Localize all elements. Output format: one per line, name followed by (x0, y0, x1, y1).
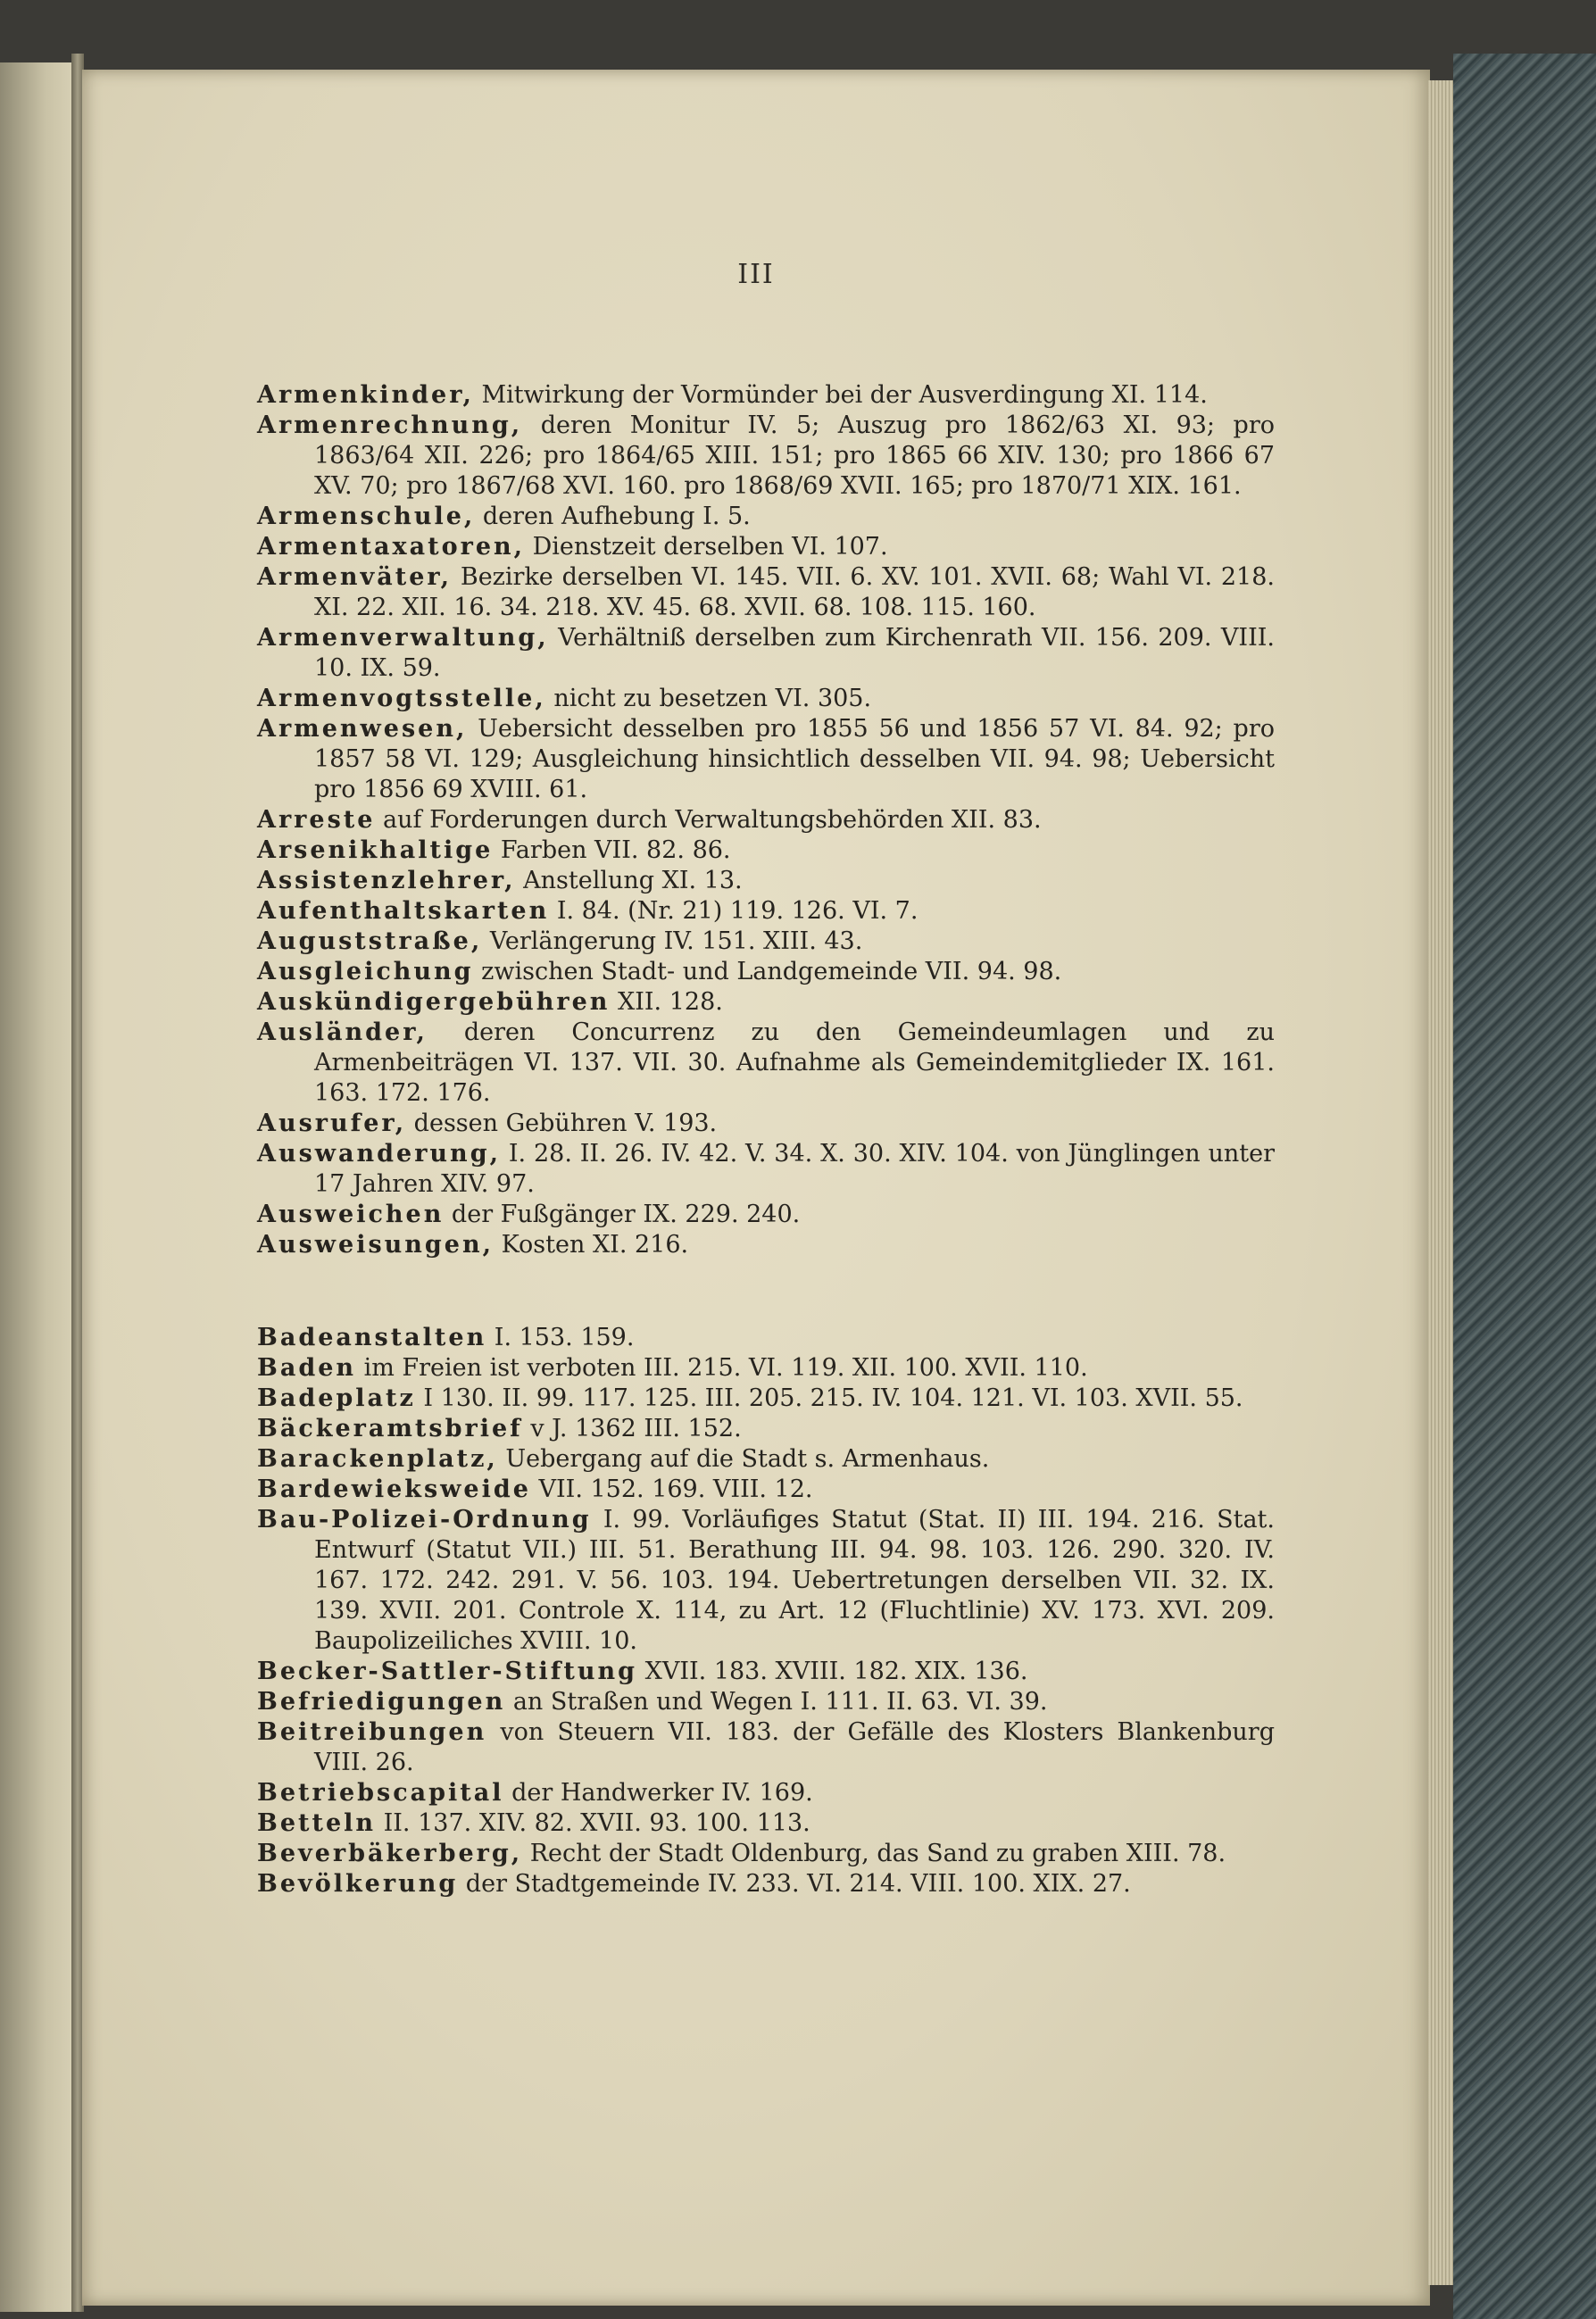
index-references: VII. 152. 169. VIII. 12. (530, 1475, 813, 1503)
index-term: Armenrechnung, (257, 411, 523, 439)
index-entry (257, 1109, 1275, 1139)
book-cover (1453, 54, 1596, 2319)
index-entry (257, 1808, 1275, 1839)
index-entry (257, 532, 1275, 562)
index-term: Ausländer, (257, 1018, 428, 1046)
index-term: Auskündigergebühren (257, 988, 611, 1016)
index-entry (257, 866, 1275, 896)
index-references: XII. 128. (610, 988, 723, 1016)
index-references: zwischen Stadt- und Landgemeinde VII. 94. 98. (473, 958, 1062, 985)
index-term: Barackenplatz, (257, 1445, 498, 1473)
index-entry (257, 623, 1275, 684)
index-term: Betriebscapital (257, 1779, 504, 1807)
index-term: Beitreibungen (257, 1718, 487, 1746)
index-entry (257, 1384, 1275, 1414)
index-references: Farben VII. 82. 86. (493, 836, 731, 864)
index-term: Bäckeramtsbrief (257, 1415, 523, 1442)
index-entry (257, 896, 1275, 927)
index-entry (257, 714, 1275, 805)
index-references: an Straßen und Wegen I. 111. II. 63. VI. 39. (505, 1688, 1048, 1716)
index-references: Verhältniß derselben zum Kirchenrath VII. 156. 209. VIII. 10. IX. 59. (314, 624, 1275, 682)
index-entry (257, 987, 1275, 1018)
index-entry (257, 1018, 1275, 1109)
index-entry (257, 1414, 1275, 1444)
index-section-a (257, 380, 1275, 1260)
index-references: I. 28. II. 26. IV. 42. V. 34. X. 30. XIV. 104. von Jünglingen unter 17 Jahren XIV. 97. (314, 1140, 1275, 1198)
index-entry (257, 1139, 1275, 1200)
index-entry (257, 1717, 1275, 1778)
index-entry (257, 805, 1275, 835)
index-entry (257, 411, 1275, 502)
index-entry (257, 1475, 1275, 1505)
index-entry (257, 1230, 1275, 1260)
index-references: von Steuern VII. 183. der Gefälle des Klosters Blankenburg VIII. 26. (314, 1718, 1275, 1776)
index-term: Ausgleichung (257, 958, 474, 985)
index-term: Bardewieksweide (257, 1475, 531, 1503)
index-entry (257, 1505, 1275, 1657)
book-page (82, 70, 1430, 2306)
index-term: Armenkinder, (257, 381, 474, 409)
index-term: Befriedigungen (257, 1688, 506, 1716)
page-block-edge (1428, 80, 1453, 2285)
index-references: der Fußgänger IX. 229. 240. (444, 1201, 801, 1228)
index-references: Anstellung XI. 13. (515, 867, 743, 894)
index-references: Uebersicht desselben pro 1855 56 und 1856 57 VI. 84. 92; pro 1857 58 VI. 129; Ausgleichung hinsichtlich desselben VII. 94. 98; Uebersicht pro 1856 69 XVIII. 61. (314, 715, 1275, 803)
index-references: deren Monitur IV. 5; Auszug pro 1862/63 XI. 93; pro 1863/64 XII. 226; pro 1864/65 XIII. 151; pro 1865 66 XIV. 130; pro 1866 67 XV. 70; pro 1867/68 XVI. 160. pro 1868/69 XVII. 165; pro 1870/71 XIX. 161. (314, 411, 1275, 500)
index-section-b (257, 1323, 1275, 1899)
index-term: Armenvogtsstelle, (257, 685, 546, 712)
index-term: Auswanderung, (257, 1140, 501, 1168)
index-entry (257, 1200, 1275, 1230)
index-entry (257, 1657, 1275, 1687)
index-entry (257, 927, 1275, 957)
index-term: Badeplatz (257, 1384, 416, 1412)
index-references: I. 153. 159. (486, 1324, 635, 1351)
index-references: Verlängerung IV. 151. XIII. 43. (482, 927, 863, 955)
index-references: Recht der Stadt Oldenburg, das Sand zu graben XIII. 78. (522, 1840, 1226, 1867)
index-entry (257, 957, 1275, 987)
index-references: Dienstzeit derselben VI. 107. (525, 533, 888, 561)
index-term: Armenschule, (257, 503, 476, 530)
index-references: v J. 1362 III. 152. (522, 1415, 742, 1442)
index-entry (257, 1687, 1275, 1717)
section-gap (257, 1260, 1275, 1323)
index-references: deren Aufhebung I. 5. (475, 503, 751, 530)
index-references: der Stadtgemeinde IV. 233. VI. 214. VIII. 100. XIX. 27. (458, 1870, 1131, 1898)
index-term: Baden (257, 1354, 357, 1382)
index-references: II. 137. XIV. 82. XVII. 93. 100. 113. (376, 1809, 810, 1837)
index-entry (257, 380, 1275, 411)
index-term: Betteln (257, 1809, 377, 1837)
index-term: Auguststraße, (257, 927, 483, 955)
index-references: dessen Gebühren V. 193. (406, 1110, 718, 1137)
index-references: Bezirke derselben VI. 145. VII. 6. XV. 101. XVII. 68; Wahl VI. 218. XI. 22. XII. 16. 34. 218. XV. 45. 68. XVII. 68. 108. 115. 160. (314, 563, 1275, 621)
index-term: Armenväter, (257, 563, 453, 591)
index-term: Ausweichen (257, 1201, 445, 1228)
index-term: Aufenthaltskarten (257, 897, 550, 925)
index-references: auf Forderungen durch Verwaltungsbehörden XII. 83. (375, 806, 1042, 834)
index-term: Assistenzlehrer, (257, 867, 516, 894)
index-entry (257, 1353, 1275, 1384)
index-term: Arsenikhaltige (257, 836, 494, 864)
index-entry (257, 1323, 1275, 1353)
index-term: Bevölkerung (257, 1870, 459, 1898)
index-references: im Freien ist verboten III. 215. VI. 119. XII. 100. XVII. 110. (356, 1354, 1088, 1382)
index-term: Beverbäkerberg, (257, 1840, 523, 1867)
index-term: Armenverwaltung, (257, 624, 549, 652)
index-entry (257, 684, 1275, 714)
index-entry (257, 562, 1275, 623)
index-references: Kosten XI. 216. (494, 1231, 689, 1259)
index-entry (257, 1444, 1275, 1475)
index-entry (257, 1869, 1275, 1899)
index-entry (257, 1778, 1275, 1808)
index-term: Ausweisungen, (257, 1231, 495, 1259)
index-term: Badeanstalten (257, 1324, 487, 1351)
index-term: Ausrufer, (257, 1110, 407, 1137)
index-references: Uebergang auf die Stadt s. Armenhaus. (497, 1445, 990, 1473)
index-entry (257, 1839, 1275, 1869)
index-references: I. 84. (Nr. 21) 119. 126. VI. 7. (549, 897, 919, 925)
index-term: Bau-Polizei-Ordnung (257, 1506, 592, 1534)
index-entry (257, 835, 1275, 866)
index-references: I 130. II. 99. 117. 125. III. 205. 215. IV. 104. 121. VI. 103. XVII. 55. (415, 1384, 1243, 1412)
page-number: III (737, 259, 775, 290)
index-references: nicht zu besetzen VI. 305. (545, 685, 872, 712)
left-page-edge (0, 62, 76, 2312)
index-references: deren Concurrenz zu den Gemeindeumlagen und zu Armenbeiträgen VI. 137. VII. 30. Aufnahme als Gemeindemitglieder IX. 161. 163. 172. 176. (314, 1018, 1275, 1107)
index-term: Armenwesen, (257, 715, 468, 743)
index-references: XVII. 183. XVIII. 182. XIX. 136. (637, 1658, 1028, 1685)
index-references: der Handwerker IV. 169. (503, 1779, 813, 1807)
index-term: Arreste (257, 806, 376, 834)
index-term: Armentaxatoren, (257, 533, 526, 561)
index-references: Mitwirkung der Vormünder bei der Ausverdingung XI. 114. (473, 381, 1208, 409)
index-content (257, 380, 1275, 1899)
index-references: I. 99. Vorläufiges Statut (Stat. II) III. 194. 216. Stat. Entwurf (Statut VII.) III. 51. Berathung III. 94. 98. 103. 126. 290. 320. IV. 167. 172. 242. 291. V. 56. 103. 194. Uebertretungen derselben VII. 32. IX. 139. XVII. 201. Controle X. 114, zu Art. 12 (Fluchtlinie) XV. 173. XVI. 209. Baupolizeiliches XVIII. 10. (314, 1506, 1275, 1655)
index-term: Becker-Sattler-Stiftung (257, 1658, 638, 1685)
index-entry (257, 502, 1275, 532)
